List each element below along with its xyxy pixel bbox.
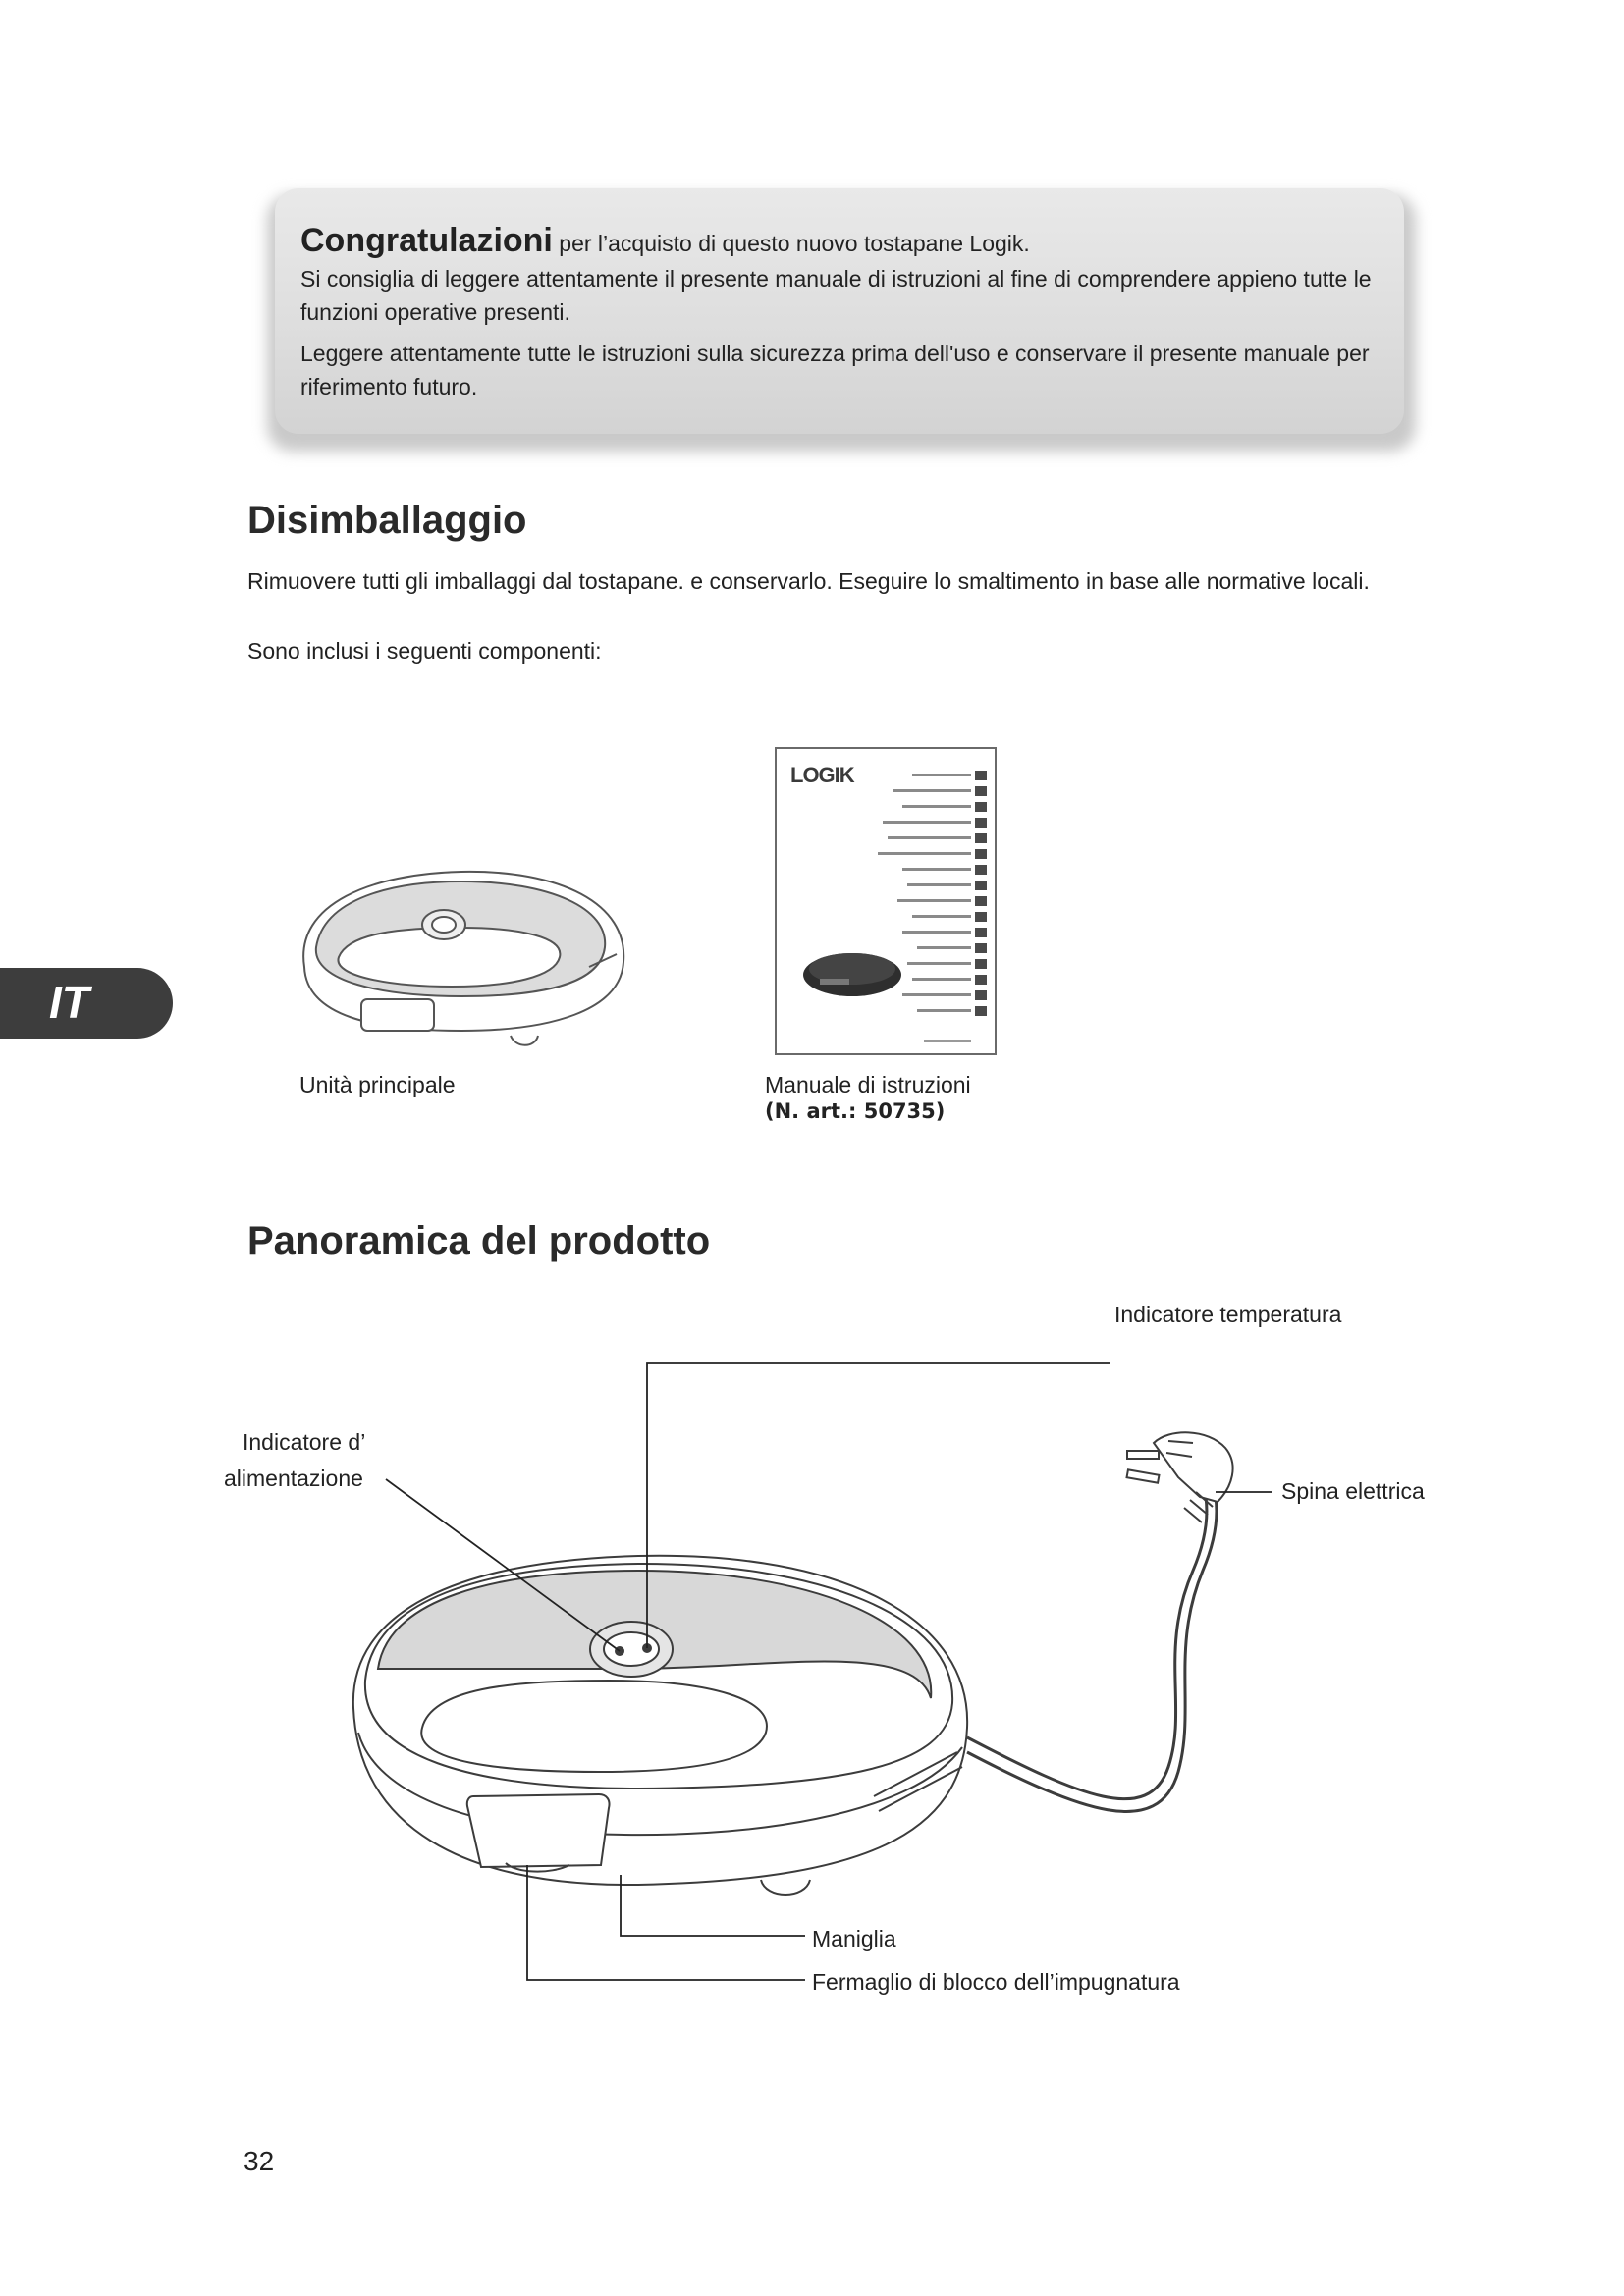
manual-booklet-illustration <box>775 747 997 1055</box>
toaster-lid-panel <box>378 1571 931 1698</box>
power-indicator-label-line-1: Indicatore d’ <box>243 1429 366 1455</box>
temperature-indicator-label: Indicatore temperatura <box>1114 1302 1342 1327</box>
handle-clip-leader <box>527 1865 805 1980</box>
manual-code-line <box>924 1040 971 1042</box>
intro-line-1 <box>300 224 1379 260</box>
overview-heading: Panoramica del prodotto <box>247 1219 711 1262</box>
page-number: 32 <box>244 2146 275 2176</box>
power-indicator-leader <box>386 1479 620 1651</box>
handle-label: Maniglia <box>812 1926 896 1951</box>
unpacking-paragraph-2: Sono inclusi i seguenti componenti: <box>247 638 602 664</box>
intro-box <box>275 188 1404 434</box>
indicator-button <box>590 1622 673 1677</box>
handle-clip-label: Fermaglio di blocco dell’impugnatura <box>812 1969 1180 1995</box>
power-indicator-dot <box>616 1647 623 1655</box>
toaster-handle <box>467 1794 610 1867</box>
handle-leader <box>621 1875 805 1936</box>
unpacking-paragraph-1: Rimuovere tutti gli imballaggi dal tostapane. e conservarlo. Eseguire lo smaltimento in base alle normative locali. <box>247 568 1370 594</box>
manual-brand-logo: LOGIK <box>790 763 854 787</box>
language-tab <box>0 968 173 1039</box>
main-unit-label: Unità principale <box>299 1072 456 1097</box>
manual-cover-toaster-photo <box>798 941 906 1000</box>
unpacking-heading: Disimballaggio <box>247 499 527 542</box>
plug <box>1154 1432 1233 1502</box>
temperature-indicator-leader <box>647 1363 1110 1648</box>
intro-paragraph-3: Leggere attentamente tutte le istruzioni sulla sicurezza prima dell'uso e conservare il presente manuale per riferimento futuro. <box>300 341 1370 400</box>
power-indicator-label-line-2: alimentazione <box>224 1466 363 1491</box>
manual-label: Manuale di istruzioni <box>765 1072 971 1097</box>
intro-title-rest: per l’acquisto di questo nuovo tostapane Logik. <box>552 231 1030 256</box>
intro-paragraph-2: Si consiglia di leggere attentamente il presente manuale di istruzioni al fine di comprendere appieno tutte le funzioni operative presenti. <box>300 266 1372 325</box>
toaster-window <box>421 1681 767 1772</box>
toaster-body <box>353 1556 967 1885</box>
temperature-indicator-dot <box>643 1644 651 1652</box>
intro-title: Congratulazioni <box>300 222 553 259</box>
manual-article-number: (N. art.: 50735) <box>765 1099 946 1123</box>
language-tab-label: IT <box>49 977 89 1028</box>
plug-label: Spina elettrica <box>1281 1478 1425 1504</box>
